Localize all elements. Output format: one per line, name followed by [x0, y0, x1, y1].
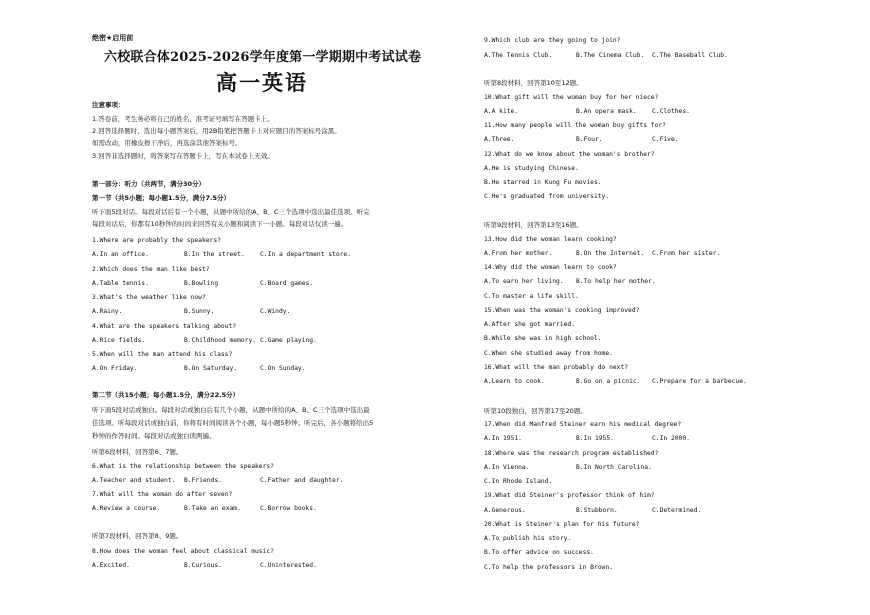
question-text: 9.Which club are they going to join?: [484, 37, 621, 44]
option-b: B.While she was in high school.: [484, 335, 602, 342]
option-a: A.Learn to cook.: [484, 378, 545, 385]
notice-item: 3.回答非选择题时，将答案写在答题卡上，写在本试卷上无效。: [92, 152, 274, 160]
section1-heading: 第一节（共5小题；每小题1.5分，满分7.5分）: [92, 194, 231, 202]
material-label: 听第6段材料，回答第6、7题。: [92, 448, 183, 456]
option-b: B.The Cinema Club.: [576, 52, 645, 59]
option-a: A.Teacher and student.: [92, 477, 176, 484]
option-c: C.From her sister.: [652, 250, 721, 257]
question-text: 3.What's the weather like now?: [92, 294, 206, 301]
section1-instruction: 每段对话后，你都有10秒钟的时间来回答有关小题和阅读下一小题。每段对话仅读一遍。: [92, 220, 348, 228]
option-c: C.Windy.: [260, 308, 291, 315]
section1-instruction: 听下面5段对话。每段对话后有一个小题，从题中所给的A、B、C三个选项中选出最佳选项。听完: [92, 208, 370, 216]
question-text: 5.When will the man attend his class?: [92, 351, 233, 358]
option-a: A.Excited.: [92, 562, 130, 569]
option-a: A.To earn her living.: [484, 278, 564, 285]
material-label: 听第7段材料，回答第8、9题。: [92, 532, 183, 540]
question-text: 7.What will the woman do after seven?: [92, 491, 233, 498]
option-a: A.Review a course.: [92, 505, 161, 512]
option-c: C.Five.: [652, 136, 679, 143]
question-text: 10.What gift will the woman buy for her niece?: [484, 94, 659, 101]
option-a: A.A kite.: [484, 108, 519, 115]
option-c: C.He's graduated from university.: [484, 193, 610, 200]
option-a: A.He is studying Chinese.: [484, 165, 579, 172]
option-a: A.Rainy.: [92, 308, 123, 315]
option-b: B.In 1955.: [576, 435, 614, 442]
question-text: 8.How does the woman feel about classical music?: [92, 548, 274, 555]
question-text: 19.What did Steiner's professor think of him?: [484, 492, 655, 499]
option-c: C.Uninterested.: [260, 562, 317, 569]
option-b: B.To offer advice on success.: [484, 549, 594, 556]
option-b: B.Go on a picnic.: [576, 378, 641, 385]
option-c: C.Borrow books.: [260, 505, 317, 512]
question-text: 14.Why did the woman learn to cook?: [484, 264, 617, 271]
option-b: B.He starred in Kung Fu movies.: [484, 179, 602, 186]
option-c: C.Board games.: [260, 280, 314, 287]
option-b: B.Bowling: [184, 280, 219, 287]
option-b: B.On the Internet.: [576, 250, 645, 257]
option-a: A.Rice fields.: [92, 337, 146, 344]
option-c: C.Clothes.: [652, 108, 690, 115]
option-a: A.In an office.: [92, 251, 149, 258]
question-text: 12.What do we know about the woman's brother?: [484, 151, 655, 158]
exam-subject: 高一英语: [216, 71, 308, 95]
option-c: C.To master a life skill.: [484, 293, 579, 300]
option-a: A.Three.: [484, 136, 515, 143]
part1-heading: 第一部分：听力（共两节，满分30分）: [92, 180, 206, 188]
option-a: A.After she got married.: [484, 321, 575, 328]
option-b: B.In the street.: [184, 251, 245, 258]
option-b: B.On Saturday.: [184, 365, 238, 372]
notice-item: 1.答卷前，考生务必将自己的姓名、准考证号填写在答题卡上。: [92, 115, 274, 123]
question-text: 15.When was the woman's cooking improved?: [484, 307, 640, 314]
option-b: B.Four.: [576, 136, 603, 143]
option-a: A.To publish his story.: [484, 535, 572, 542]
option-c: C.On Sunday.: [260, 365, 306, 372]
question-text: 6.What is the relationship between the speakers?: [92, 463, 274, 470]
question-text: 16.What will the man probably do next?: [484, 364, 629, 371]
option-c: C.When she studied away from home.: [484, 350, 613, 357]
section2-instruction: 听下面5段对话或独白。每段对话或独白后有几个小题，从题中所给的A、B、C三个选项中选出最: [92, 406, 370, 414]
option-c: C.The Baseball Club.: [652, 52, 728, 59]
question-text: 20.What is Steiner's plan for his future?: [484, 521, 640, 528]
question-text: 17.When did Manfred Steiner earn his medical degree?: [484, 421, 682, 428]
notice-item: 2.回答选择题时，选出每小题答案后，用2B铅笔把答题卡上对应题目的答案标号涂黑。: [92, 127, 341, 135]
notice-item: 如需改动，用橡皮擦干净后，再选涂其他答案标号。: [92, 139, 242, 147]
option-c: C.Determined.: [652, 507, 702, 514]
notice-heading: 注意事项：: [92, 101, 125, 109]
material-label: 听第8段材料，回答第10至12题。: [484, 79, 583, 87]
option-b: B.Sunny.: [184, 308, 215, 315]
option-c: C.Prepare for a barbecue.: [652, 378, 747, 385]
option-b: B.Childhood memory.: [184, 337, 257, 344]
question-text: 4.What are the speakers talking about?: [92, 323, 237, 330]
material-label: 听第9段材料，回答第13至16题。: [484, 221, 583, 229]
option-a: A.Generous.: [484, 507, 526, 514]
option-a: A.In 1951.: [484, 435, 522, 442]
section2-heading: 第二节（共15小题；每小题1.5分，满分22.5分）: [92, 391, 240, 399]
question-text: 13.How did the woman learn cooking?: [484, 236, 617, 243]
option-a: A.On Friday.: [92, 365, 138, 372]
section2-instruction: 秒钟的作答时间。每段对话或独白读两遍。: [92, 432, 216, 440]
question-text: 2.Which does the man like best?: [92, 266, 210, 273]
option-c: C.To help the professors in Brown.: [484, 564, 613, 571]
option-b: B.To help her mother.: [576, 278, 656, 285]
option-a: A.In Vienna.: [484, 464, 530, 471]
option-a: A.From her mother.: [484, 250, 553, 257]
section2-instruction: 佳选项。听每段对话或独白前，你将有时间阅读各个小题，每小题5秒钟；听完后，各小题将给出5: [92, 419, 374, 427]
question-text: 11.How many people will the woman buy gifts for?: [484, 122, 666, 129]
confidential-label: 绝密★启用前: [92, 34, 134, 42]
question-text: 18.Where was the research program established?: [484, 450, 659, 457]
option-a: A.Table tennis.: [92, 280, 149, 287]
option-c: C.In Rhode Island.: [484, 478, 553, 485]
option-b: B.Take an exam.: [184, 505, 241, 512]
option-b: B.Curious.: [184, 562, 222, 569]
option-c: C.Game playing.: [260, 337, 317, 344]
material-label: 听第10段独白，回答第17至20题。: [484, 407, 587, 415]
option-b: B.In North Carolina.: [576, 464, 652, 471]
option-b: B.Stubborn.: [576, 507, 618, 514]
option-c: C.In a department store.: [260, 251, 351, 258]
option-c: C.Father and daughter.: [260, 477, 344, 484]
option-c: C.In 2000.: [652, 435, 690, 442]
exam-title: 六校联合体2025-2026学年度第一学期期中考试试卷: [104, 50, 422, 65]
option-a: A.The Tennis Club.: [484, 52, 553, 59]
option-b: B.Friends.: [184, 477, 222, 484]
question-text: 1.Where are probably the speakers?: [92, 237, 221, 244]
option-b: B.An opera mask.: [576, 108, 637, 115]
